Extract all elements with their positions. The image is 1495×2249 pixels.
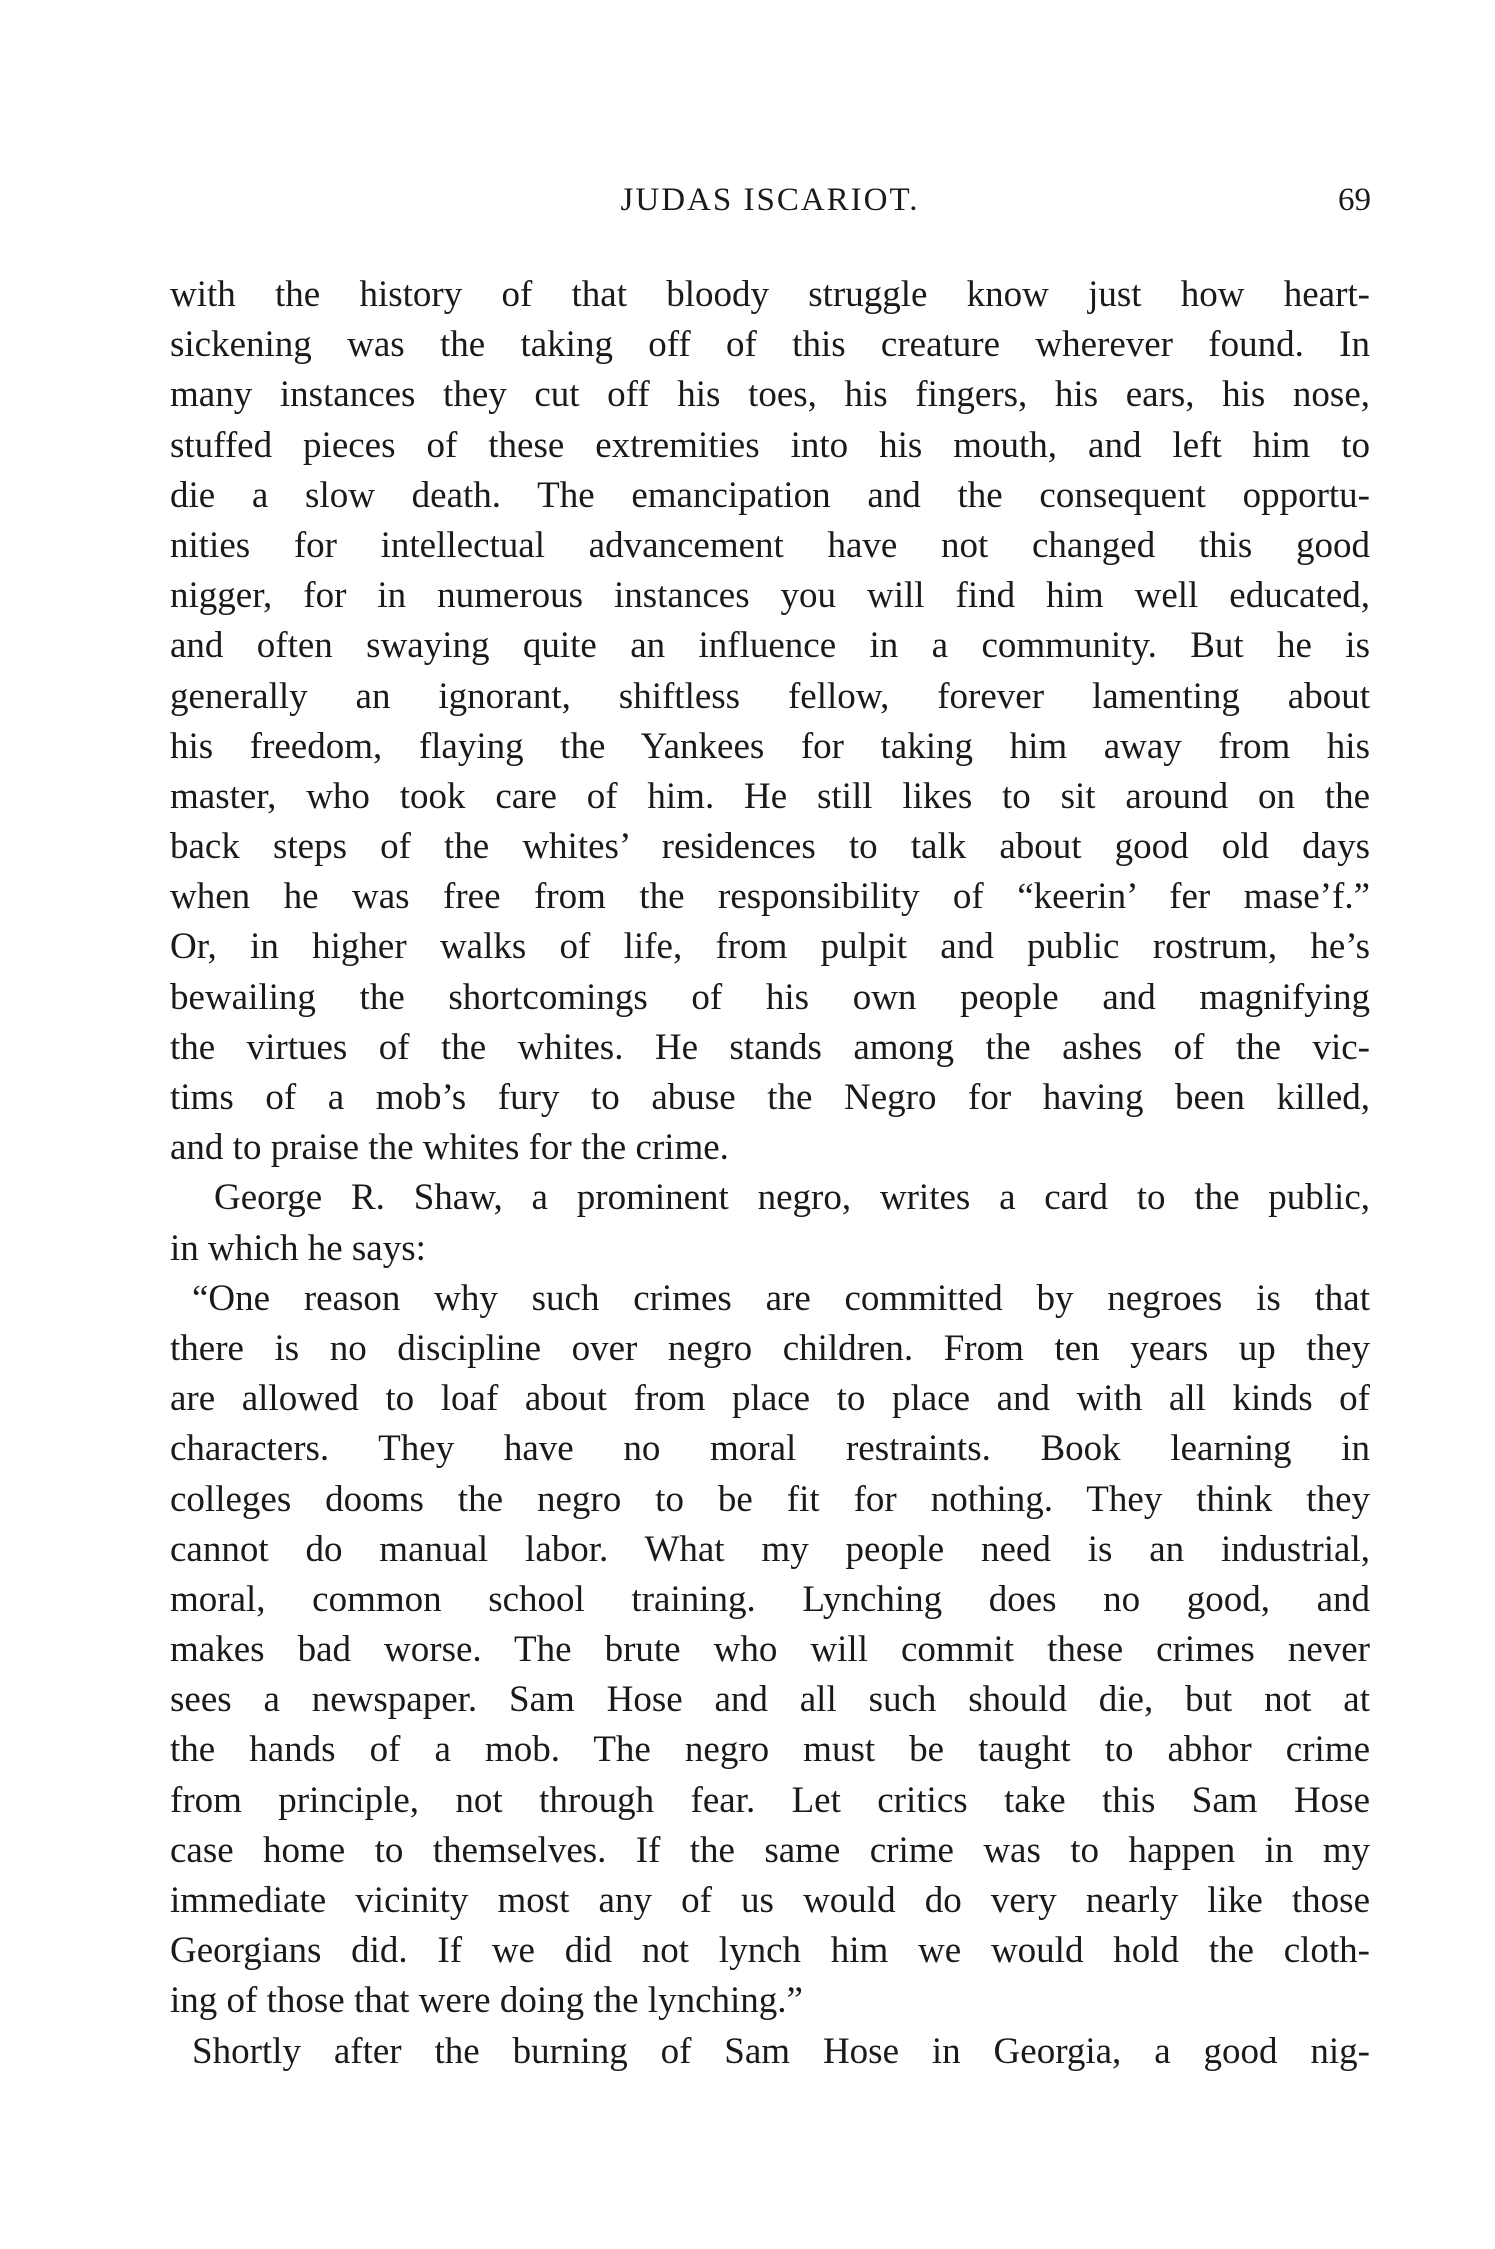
text-line: back steps of the whites’ residences to talk about good old days bbox=[170, 826, 1370, 868]
text-line: generally an ignorant, shiftless fellow, forever lamenting about bbox=[170, 675, 1370, 717]
text-line: with the history of that bloody struggle know just how heart- bbox=[170, 274, 1370, 315]
text-line: in which he says: bbox=[170, 1227, 426, 1269]
running-head-title: JUDAS ISCARIOT. bbox=[620, 182, 920, 218]
text-line: die a slow death. The emancipation and the consequent opportu- bbox=[170, 474, 1370, 516]
text-line: the hands of a mob. The negro must be taught to abhor crime bbox=[170, 1729, 1370, 1771]
text-line: immediate vicinity most any of us would do very nearly like those bbox=[170, 1880, 1370, 1921]
text-line: master, who took care of him. He still likes to sit around on the bbox=[170, 775, 1370, 817]
text-line: and often swaying quite an influence in a community. But he is bbox=[170, 625, 1370, 667]
text-line: sickening was the taking off of this creature wherever found. In bbox=[170, 324, 1370, 366]
text-line: ing of those that were doing the lynching.” bbox=[170, 1980, 803, 2022]
text-line: moral, common school training. Lynching does no good, and bbox=[170, 1578, 1370, 1620]
running-head bbox=[170, 182, 1370, 232]
text-line: tims of a mob’s fury to abuse the Negro for having been killed, bbox=[170, 1077, 1370, 1118]
text-line: makes bad worse. The brute who will commit these crimes never bbox=[170, 1629, 1370, 1671]
text-line: bewailing the shortcomings of his own people and magnifying bbox=[170, 976, 1370, 1018]
text-line: there is no discipline over negro children. From ten years up they bbox=[170, 1327, 1370, 1369]
text-line: many instances they cut off his toes, his fingers, his ears, his nose, bbox=[170, 374, 1370, 416]
text-line: and to praise the whites for the crime. bbox=[170, 1127, 729, 1169]
text-line: nities for intellectual advancement have not changed this good bbox=[170, 524, 1370, 566]
text-line: nigger, for in numerous instances you will find him well educated, bbox=[170, 575, 1370, 617]
text-line: Shortly after the burning of Sam Hose in Georgia, a good nig- bbox=[192, 2030, 1370, 2072]
text-line: the virtues of the whites. He stands among the ashes of the vic- bbox=[170, 1026, 1370, 1068]
text-line: colleges dooms the negro to be fit for nothing. They think they bbox=[170, 1478, 1370, 1520]
text-line: his freedom, flaying the Yankees for taking him away from his bbox=[170, 725, 1370, 767]
text-line: characters. They have no moral restraints. Book learning in bbox=[170, 1428, 1370, 1470]
text-line: sees a newspaper. Sam Hose and all such should die, but not at bbox=[170, 1679, 1370, 1721]
text-line: case home to themselves. If the same crime was to happen in my bbox=[170, 1829, 1370, 1871]
text-line: cannot do manual labor. What my people need is an industrial, bbox=[170, 1528, 1370, 1570]
body-text bbox=[170, 270, 1370, 2077]
text-line: when he was free from the responsibility of “keerin’ fer mase’f.” bbox=[170, 876, 1370, 918]
text-line: “One reason why such crimes are committed by negroes is that bbox=[192, 1277, 1370, 1319]
text-line: from principle, not through fear. Let critics take this Sam Hose bbox=[170, 1779, 1370, 1821]
text-line: Or, in higher walks of life, from pulpit and public rostrum, he’s bbox=[170, 926, 1370, 968]
text-line: Georgians did. If we did not lynch him we would hold the cloth- bbox=[170, 1930, 1370, 1972]
page-number: 69 bbox=[1338, 182, 1371, 218]
text-line: stuffed pieces of these extremities into his mouth, and left him to bbox=[170, 424, 1370, 466]
text-line: are allowed to loaf about from place to place and with all kinds of bbox=[170, 1378, 1370, 1420]
text-line: George R. Shaw, a prominent negro, writes a card to the public, bbox=[214, 1177, 1370, 1219]
